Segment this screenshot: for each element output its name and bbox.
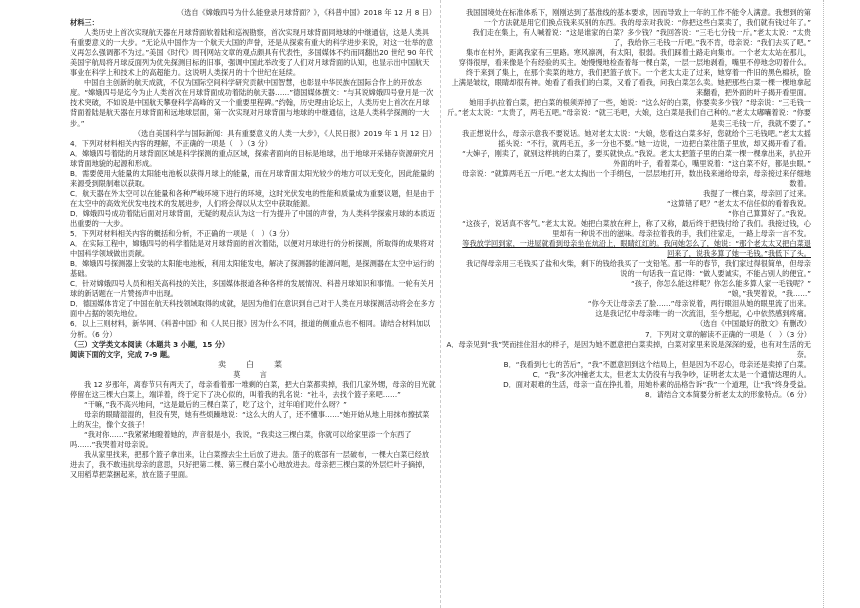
paragraph-l1: （选自《嫦娥四号为什么能登录月球背面？》，《科普中国》2018 年 12 月 8 日） xyxy=(176,8,436,17)
paragraph-l22: “干嘛，”我不高兴地问，“这是最后的三棵白菜了，吃了这个，过年咱们吃什么呀？” xyxy=(84,399,347,409)
paragraph-r25: 8．请结合文本简要分析老太太的形象特点。（6 分） xyxy=(645,389,811,399)
paragraph-l5: （选自美国科学与国际新闻：具有重要意义的人类一大步》，《人民日报》2019 年 1 月 12 日） xyxy=(133,128,436,138)
paragraph-r22: B．“我看到七七的苦后”，“我”不愿意回到这个结局上，但是因为不忍心，母亲还是卖掉了白菜。 xyxy=(503,359,811,369)
paragraph-r24: D．面对艰难的生活，母亲一直在挣扎着，用她朴素的品格告诉“我”一个道理，让“我”终身受益。 xyxy=(503,379,811,389)
paragraph-l14: C．针对嫦娥四号人员和相关高科技的关注，多国媒体报道各种各样的发展情况、科普月球知识和事情。一轮有关月球的新话题在一片赞扬声中出现。 xyxy=(70,279,435,299)
paragraph-l9: C．航天器在外太空可以在能量和各种严峻环境下进行的环境，这时光伏发电的性能和质量成为重要议题，但是由于在太空中的高效光伏发电技术的发展进步，人们将会得以从太空中获取能源。 xyxy=(70,188,435,208)
paragraph-r15: “孩子，你怎么能这样呢？你怎么能多算人家一毛钱呢？” xyxy=(631,279,811,289)
paragraph-r18: 这是我记忆中母亲唯一的一次流泪，至今想起，心中依然感到疼痛。 xyxy=(595,309,811,319)
paragraph-l17: （三）文学类文本阅读（本题共 3 小题，15 分） xyxy=(70,339,230,349)
paragraph-l2: 材料三： xyxy=(70,18,99,28)
paragraph-r17: “你今天让母亲丢了脸……”母亲说着，两行眼泪从她的眼里流了出来。 xyxy=(587,299,811,309)
paragraph-l23: 母亲的眼睛湿湿的，但没有哭，她有些烦躁地说：“这么大的人了，还不懂事……”她开始从地上用抹布擦拭菜上的灰尘，像个女孩子！ xyxy=(70,409,430,429)
paragraph-r7: “大婶子，刚卖了，就别这样挑的白菜了，要买就快点。”我说。老太太把篮子里的白菜一棵一棵拿出来，扒拉开外面的叶子，看着菜心，嘴里说着：“这白菜不好，都是虫眼。” xyxy=(462,148,811,168)
paragraph-r13: 等我放学回到家，一进屋就看到母亲坐在炕沿上，眼睛红红的。我问她怎么了，她说：“那个老太太又把白菜退回来了，说我多算了她一毛钱。”我低下了头。 xyxy=(462,239,811,259)
paragraph-l15: D．德国媒体肯定了中国在航天科技领域取得的成就，是因为他们在意识到自己对于人类在月球探测活动将会在多方面中占据的领先地位。 xyxy=(70,299,435,319)
paragraph-l16: 6．以上三则材料，新华网、《科普中国》和《人民日报》因为什么不同，报道的侧重点也不相同。请结合材料加以分析。（6 分） xyxy=(70,319,431,339)
paragraph-l6: 4．下列对材料相关内容的理解，不正确的一项是（ ）（3 分） xyxy=(70,138,272,148)
paragraph-r4: 终于来到了集上，在那个卖菜的地方，我们把篮子放下。一个老太太走了过来，她穿着一件旧的黑色棉袄，脸上满是皱纹，眼睛却很有神。她看了看我们的白菜，又看了看我，问我白菜怎么卖。她把那些白菜一棵一棵地拿起来翻看，把外面的叶子揭开看里面。 xyxy=(451,68,811,98)
paragraph-r14: 我记得母亲用三毛钱买了盐和火柴，剩下的钱给我买了一支铅笔。那一年的春节，我们家过得很简单，但母亲说的一句话我一直记得：“做人要诚实，不能占别人的便宜。” xyxy=(465,259,811,279)
paragraph-l13: B．嫦娥四号探测器上安装的太阳能电池板，利用太阳能发电，解决了探测器的能源问题，是探测器在太空中运行的基础。 xyxy=(70,259,435,279)
right-column xyxy=(446,8,811,603)
paragraph-r6: 我正想说什么，母亲示意我不要说话。她对老太太说：“大娘，您看这白菜多好，您就给个三毛钱吧。”老太太摇摇头说：“不行，就两毛五，多一分也不要。”她一边说，一边把白菜往篮子里放，却又揭开看了看。 xyxy=(462,128,811,148)
paragraph-l8: B．需要使用大能量的太阳能电池板以获得月球上的能量，而在月球背面太阳光较少的地方可以无变化，因此能量的来源受到限制难以获取。 xyxy=(70,168,435,188)
binding-edge xyxy=(823,0,832,608)
paragraph-l20: 莫 言 xyxy=(233,369,273,379)
paragraph-r12: “这孩子，说话真不客气。”老太太说。她把白菜放在秤上，称了又称，最后终于把钱付给了我们。我接过钱，心里却有一种说不出的滋味。母亲拉着我的手，我们往家走，一路上母亲一言不发。 xyxy=(462,218,811,239)
paragraph-r3: 集市在村外，距离我家有三里路。寒风凛冽，有太阳，很弱。我们踩着土路走向集市。一个老太太站在那儿，穿得很厚，看来像是个有经验的买主。她慢慢地检查着每一棵白菜，一层一层地剥看，嘴里不停地念叨着什么。 xyxy=(458,48,811,68)
paragraph-l25: 我从家里找来，把那个篮子拿出来，让白菜擦去尘土后放了进去。篮子的底部有一层破布，一棵大白菜已经放进去了，我不敢违抗母亲的意思，只好把第二棵、第三棵白菜小心地放进去。母亲把三棵白菜的外层烂叶子摘掉，又用稻草把菜捆起来，放在篮子里面。 xyxy=(70,450,430,480)
paragraph-r1: 我国国境处在标准体系下，刚刚达到了基准线的基本要求，因而导致上一年的工作不能令人满意。我想到的第一个方法就是用它们换点钱来买别的东西。我的母亲对我说：“你把这些白菜卖了，我们就有钱过年了。” xyxy=(465,8,811,28)
paragraph-l18: 阅读下面的文字，完成 7-9 题。 xyxy=(70,349,175,359)
paragraph-r19: （选自《中国最好的散文》有删改） xyxy=(695,319,811,329)
paragraph-r8: 母亲说：“就算两毛五一斤吧。”老太太掏出一个手绢包，一层层地打开，数出钱来递给母亲，母亲接过来仔细地数着。 xyxy=(462,168,811,188)
paragraph-r11: “你自己算算好了。”我说。 xyxy=(728,208,811,218)
paragraph-r20: 7．下列对文章的解读不正确的一项是（ ）（3 分） xyxy=(645,329,811,339)
paragraph-l7: A．嫦娥四号着陆的月球背面区域是科学探测的重点区域，探索者面向的目标是地球，出于地球开采储存资源研究月球背面地貌的起源和形成。 xyxy=(70,148,435,168)
paragraph-r16: “娘，”我哭着说，“我……” xyxy=(727,289,811,299)
paragraph-l11: 5．下列对材料相关内容的概括和分析，不正确的一项是（ ）（3 分） xyxy=(70,229,294,239)
paragraph-l10: D．嫦娥四号成功着陆后面对月球背面，无疑的观点认为这一行为提升了中国的声誉，为人类科学探索月球的本质迈出重要的一大步。 xyxy=(70,208,435,228)
paragraph-r9: 我提了一棵白菜，母亲回了过来。 xyxy=(703,188,811,198)
paragraph-l19: 卖 白 菜 xyxy=(218,359,288,369)
column-divider xyxy=(440,0,442,608)
paragraph-l3: 人类历史上首次实现航天器在月球背面软着陆和巡视勘察，首次实现月球背面同地球的中继通信，这是人类具有重要意义的一大步。“无论从中国作为一个航天大国的声誉，还是从探索有重大的科学进步来说，对这一壮举的意义再怎么强调都不为过。”美国《时代》周刊网站文章的观点颇具有代表性，多国媒体不约而同翻出20 世纪 90 年代美国宇航局将月球反面列为优先探测目标的旧事，强调中国此举改变了人们对月球背面的认知，也显示出中国航天事业在科学上和技术上的高超能力。这说明人类探月的十个世纪在延续。 xyxy=(70,28,434,78)
paragraph-l21: 我 12 岁那年，离春节只有两天了，母亲看着那一堆剩的白菜，把大白菜都卖掉，我们几家外甥，母亲的目光就停留在这三棵大白菜上，端详着，终于定下了决心似的，叫着我的乳名说：“社斗，去找个篮子来吧……” xyxy=(70,379,436,399)
left-column xyxy=(70,8,436,603)
paragraph-l4: 中国自主创新的航天成就，不仅为国际空间科学研究贡献中国智慧，也彰显中华民族在国际合作上的开放态度。“嫦娥四号是迄今为止人类首次在月球背面成功着陆的航天器……”德国媒体撰文：“与其说嫦娥四号登月是一次技术突破，不如说是中国航天攀登科学高峰的又一个重要里程碑。”约翰，历史理由论坛上，人类历史上首次在月球背面着陆是航天器在月球背面和远地球层面，第一次实现对月球背面与地球的中继通信，这是人类科学探测的一大步。” xyxy=(70,78,434,128)
paragraph-r5: 她用手扒拉着白菜，把白菜的根须弄掉了一些，她说：“这么好的白菜，你要卖多少钱？”母亲说：“三毛钱一斤。”老太太说：“太贵了，两毛五吧。”母亲说：“就三毛吧，大娘，这白菜是我们自己种的。”老太太嘟囔着说：“你要是卖三毛钱一斤，我就不要了。” xyxy=(447,98,811,128)
paragraph-r2: 我们走在集上，有人喊着说：“这是谁家的白菜？多少钱？”我回答说：“三毛七分钱一斤。”老太太说：“太贵了，我给你三毛钱一斤吧。”我不肯，母亲说：“我们去买了吧。” xyxy=(472,28,811,48)
paragraph-r10: “这算错了吧？”老太太不信任似的看着我说。 xyxy=(666,198,811,208)
paragraph-r21: A．母亲见到“我”哭而挂住泪水的样子，是因为她不愿意把白菜卖掉，白菜对家里来说是深深的爱，也有对生活的无奈。 xyxy=(446,339,811,359)
paragraph-l24: “我对你……”我紧紧地瞪着她的，声音很是小，我说，“我卖这三棵白菜，你就可以给家里添一个东西了吗……”我哭着对母亲说。 xyxy=(70,429,412,450)
paragraph-r23: C．“我”多次冲撞老太太，但老太太仍没有与我争吵，证明老太太是一个通情达理的人。 xyxy=(532,369,811,379)
paragraph-l12: A．在实际工程中，嫦娥四号的科学着陆是对月球背面的首次着陆，以便对月球进行的分析探测，所取得的成果将对中国科学领域做出贡献。 xyxy=(70,239,435,259)
